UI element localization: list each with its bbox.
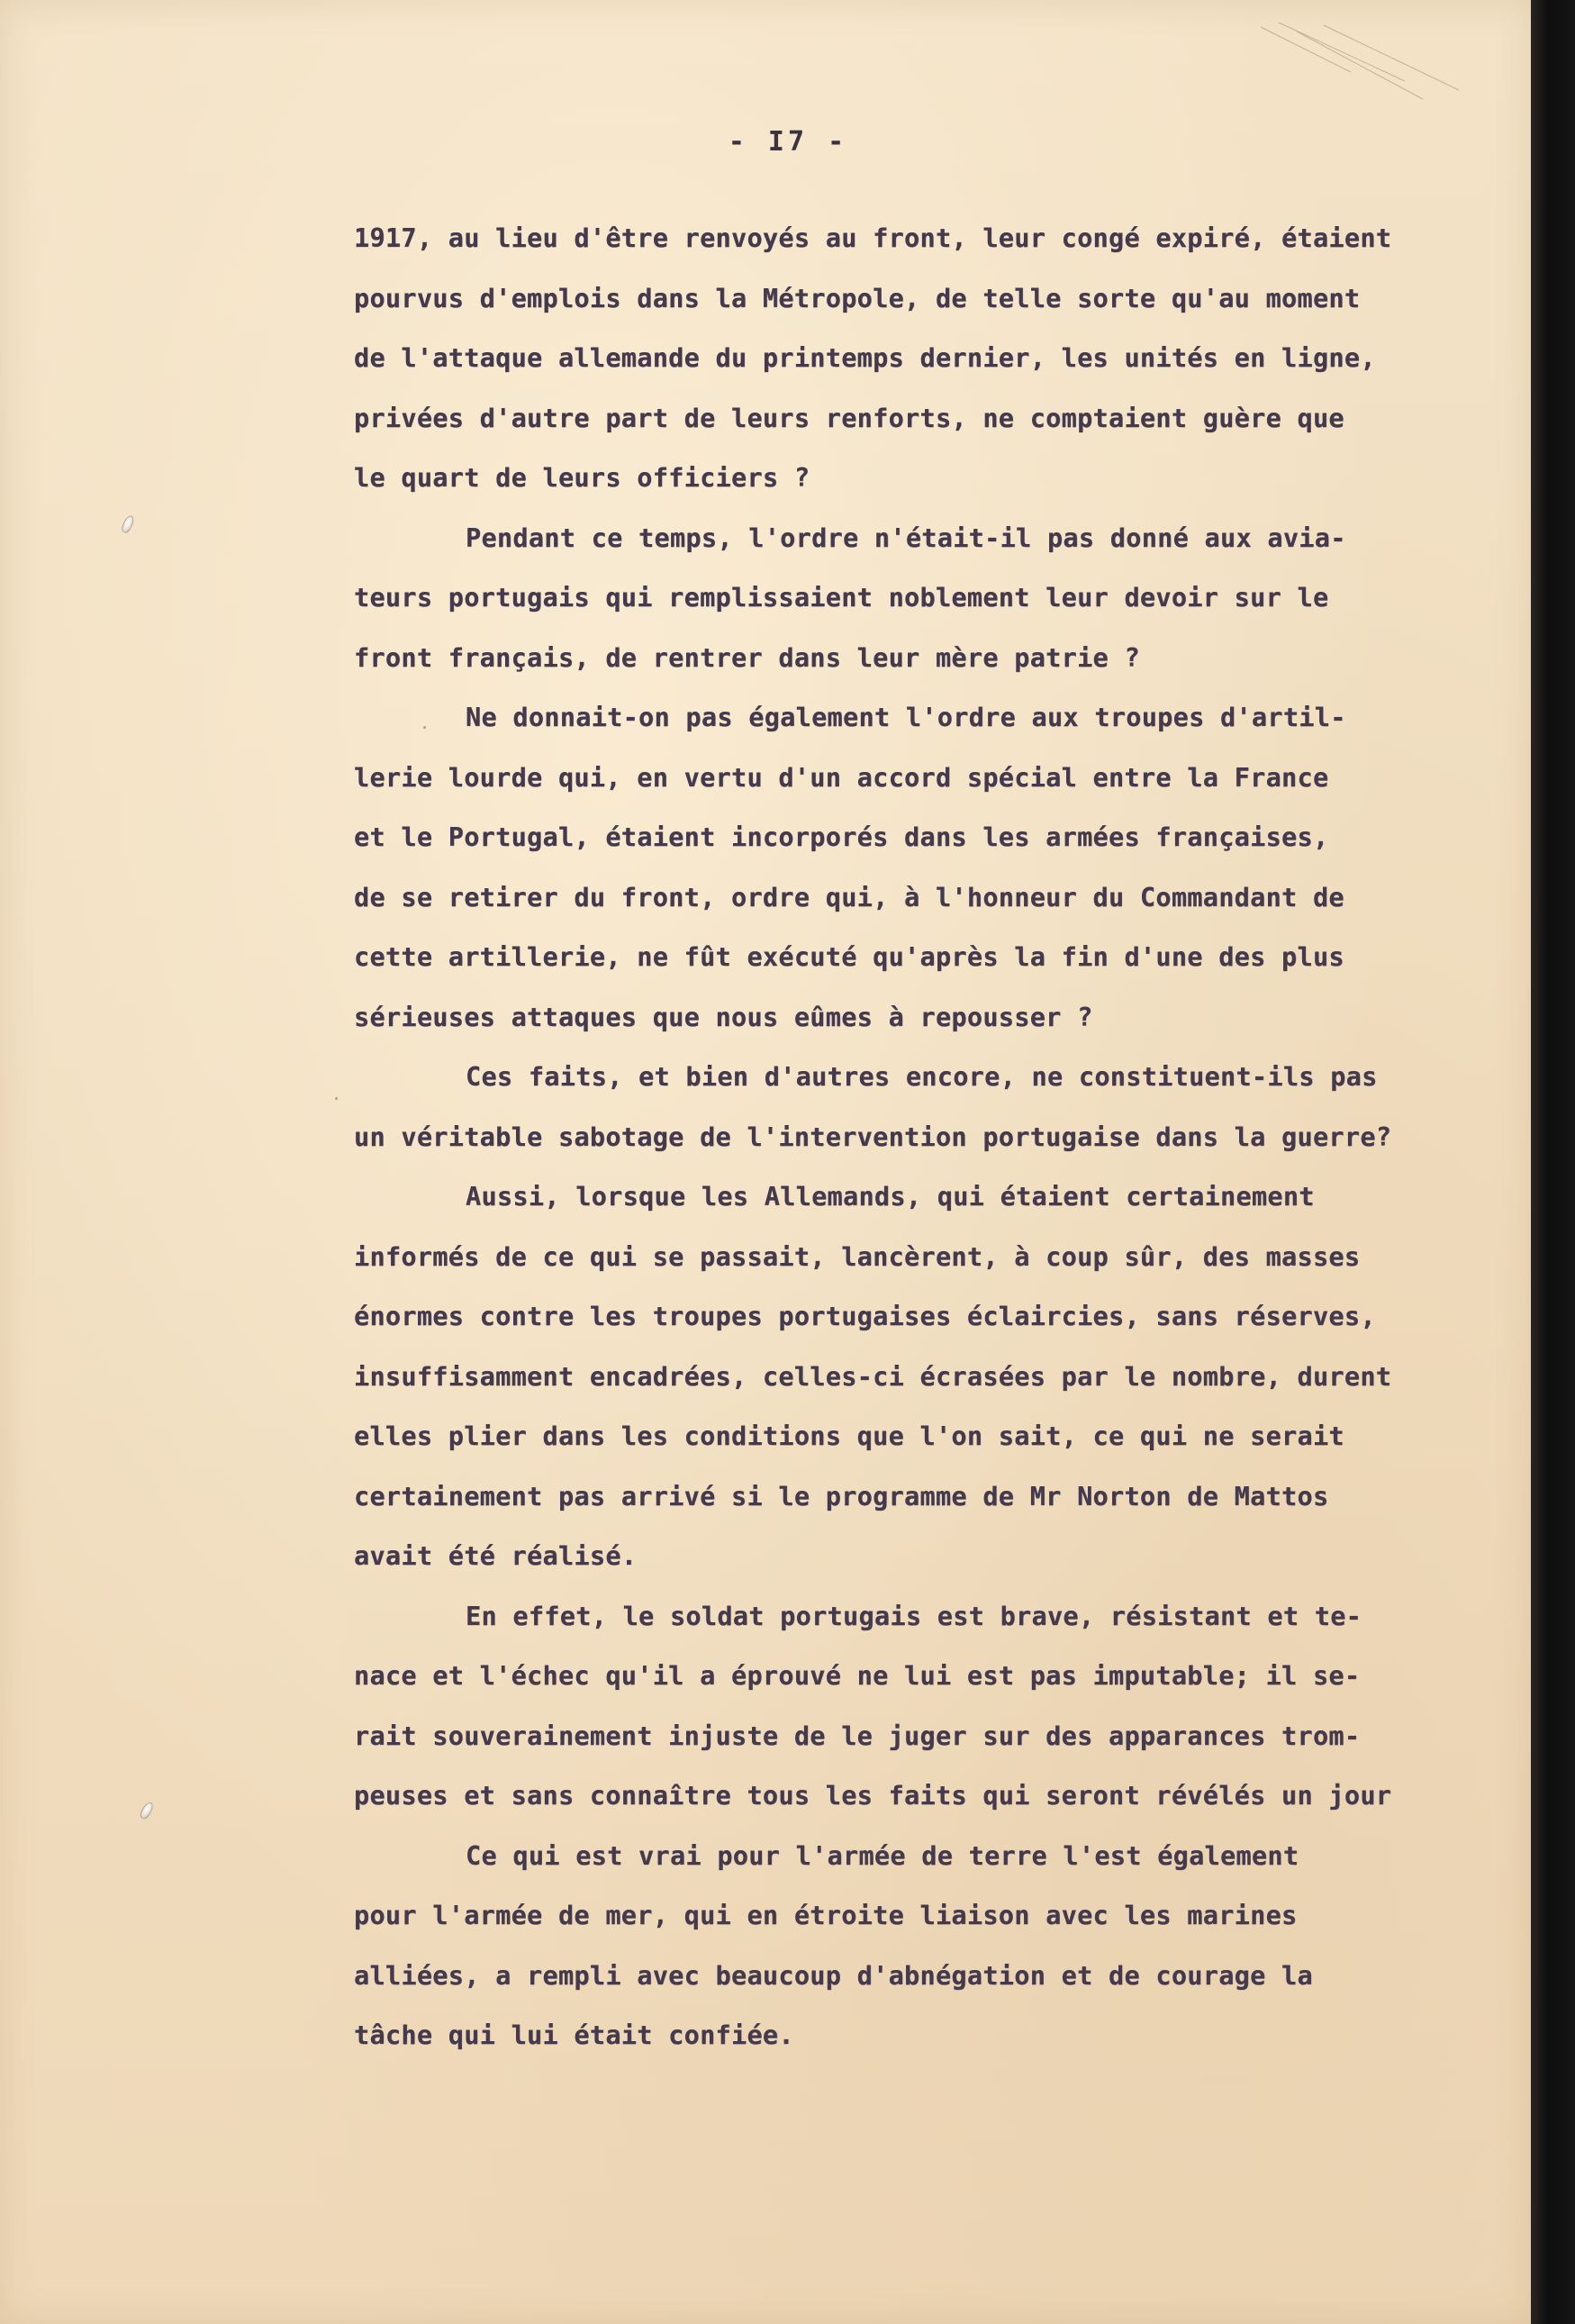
text-line: certainement pas arrivé si le programme de Mr Norton de Mattos: [354, 1481, 1329, 1512]
text-line: En effet, le soldat portugais est brave, résistant et te-: [466, 1601, 1362, 1631]
page-number: - I7 -: [728, 126, 848, 158]
dust-speck: [335, 1097, 338, 1100]
text-line: privées d'autre part de leurs renforts, ne comptaient guère que: [354, 403, 1344, 433]
text-line: cette artillerie, ne fût exécuté qu'après la fin d'une des plus: [354, 942, 1344, 972]
text-line: un véritable sabotage de l'intervention portugaise dans la guerre?: [354, 1121, 1392, 1152]
text-line: lerie lourde qui, en vertu d'un accord spécial entre la France: [354, 762, 1329, 793]
text-line: de l'attaque allemande du printemps dernier, les unités en ligne,: [354, 343, 1376, 373]
text-line: pour l'armée de mer, qui en étroite liaison avec les marines: [354, 1901, 1298, 1930]
text-line: teurs portugais qui remplissaient noblement leur devoir sur le: [354, 583, 1329, 613]
text-line: Aussi, lorsque les Allemands, qui étaient certainement: [466, 1182, 1315, 1212]
text-line: pourvus d'emplois dans la Métropole, de telle sorte qu'au moment: [354, 283, 1361, 313]
text-line: et le Portugal, étaient incorporés dans les armées françaises,: [354, 822, 1329, 852]
text-line: Pendant ce temps, l'ordre n'était-il pas donné aux avia-: [466, 522, 1346, 553]
text-line: insuffisamment encadrées, celles-ci écrasées par le nombre, durent: [354, 1361, 1392, 1392]
text-line: rait souverainement injuste de le juger sur des apparances trom-: [354, 1720, 1361, 1751]
text-line: Ce qui est vrai pour l'armée de terre l'est également: [466, 1840, 1299, 1871]
text-line: Ne donnait-on pas également l'ordre aux troupes d'artil-: [466, 703, 1346, 732]
text-line: Ces faits, et bien d'autres encore, ne constituent-ils pas: [466, 1062, 1378, 1092]
text-line: le quart de leurs officiers ?: [354, 463, 810, 493]
text-line: elles plier dans les conditions que l'on sait, ce qui ne serait: [354, 1421, 1344, 1451]
text-line: informés de ce qui se passait, lancèrent, à coup sûr, des masses: [354, 1241, 1361, 1272]
scuff-mark-decoration: [1243, 18, 1477, 117]
body-text: [354, 209, 1543, 2066]
scan-border: [1531, 0, 1575, 2324]
text-line: sérieuses attaques que nous eûmes à repousser ?: [354, 1002, 1093, 1032]
text-line: 1917, au lieu d'être renvoyés au front, leur congé expiré, étaient: [354, 223, 1392, 253]
ink-spot-mark: [139, 1801, 156, 1820]
text-line: alliées, a rempli avec beaucoup d'abnégation et de courage la: [354, 1960, 1313, 1991]
text-line: front français, de rentrer dans leur mère patrie ?: [354, 642, 1140, 673]
text-line: peuses et sans connaître tous les faits qui seront révélés un jour: [354, 1781, 1392, 1811]
ink-spot-mark: [120, 514, 136, 534]
text-line: de se retirer du front, ordre qui, à l'honneur du Commandant de: [354, 882, 1344, 912]
dust-speck: [423, 726, 426, 729]
text-line: nace et l'échec qu'il a éprouvé ne lui est pas imputable; il se-: [354, 1661, 1361, 1691]
text-line: énormes contre les troupes portugaises éclaircies, sans réserves,: [354, 1302, 1376, 1331]
text-line: tâche qui lui était confiée.: [354, 2020, 794, 2050]
text-line: avait été réalisé.: [354, 1541, 638, 1571]
